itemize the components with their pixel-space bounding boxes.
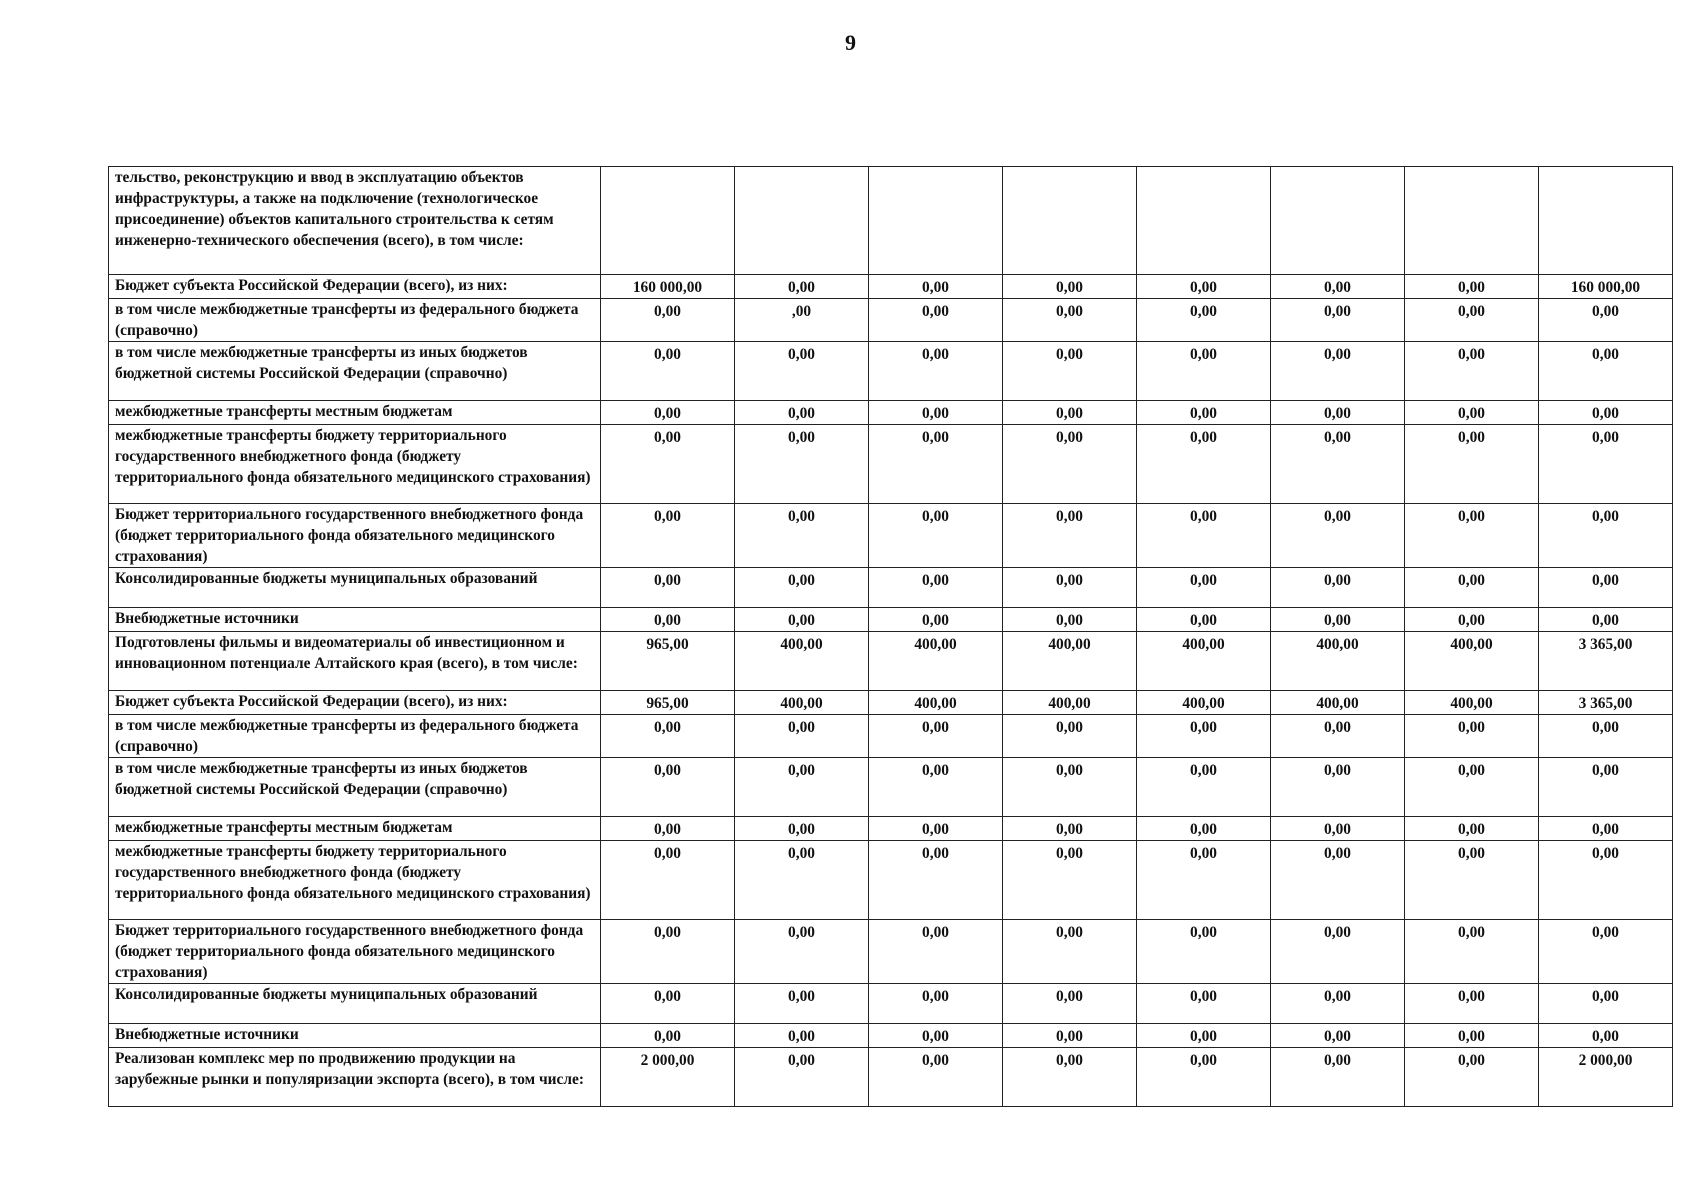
value-cell: 0,00 (1539, 401, 1673, 425)
value-cell: 0,00 (735, 1024, 869, 1048)
row-label: Внебюджетные источники (109, 608, 601, 632)
value-cell: 0,00 (601, 817, 735, 841)
row-label: Консолидированные бюджеты муниципальных образований (109, 568, 601, 608)
row-label: в том числе межбюджетные трансферты из федерального бюджета (справочно) (109, 715, 601, 758)
table-row (109, 841, 1673, 920)
value-cell: 160 000,00 (601, 275, 735, 299)
value-cell: 400,00 (735, 691, 869, 715)
value-cell: 0,00 (1137, 425, 1271, 504)
value-cell: 160 000,00 (1539, 275, 1673, 299)
value-cell: 0,00 (869, 758, 1003, 817)
value-cell: 0,00 (1137, 1048, 1271, 1107)
table-row (109, 984, 1673, 1024)
value-cell: 400,00 (1271, 691, 1405, 715)
value-cell: 0,00 (735, 568, 869, 608)
value-cell: 0,00 (1539, 817, 1673, 841)
value-cell: 0,00 (1137, 275, 1271, 299)
table-row (109, 425, 1673, 504)
value-cell: 0,00 (1539, 299, 1673, 342)
table-row (109, 608, 1673, 632)
value-cell: 0,00 (601, 984, 735, 1024)
value-cell: 0,00 (869, 608, 1003, 632)
budget-table (108, 166, 1673, 1107)
value-cell: 0,00 (1137, 984, 1271, 1024)
table-row (109, 632, 1673, 691)
value-cell (1405, 167, 1539, 275)
value-cell: 0,00 (735, 920, 869, 984)
value-cell: 0,00 (601, 425, 735, 504)
value-cell: 0,00 (1003, 920, 1137, 984)
value-cell: 0,00 (1137, 817, 1271, 841)
value-cell: 0,00 (1003, 275, 1137, 299)
value-cell (735, 167, 869, 275)
value-cell: 0,00 (1003, 401, 1137, 425)
value-cell: 0,00 (1405, 299, 1539, 342)
value-cell: 0,00 (601, 299, 735, 342)
value-cell: 0,00 (1137, 342, 1271, 401)
value-cell: 0,00 (1137, 920, 1271, 984)
value-cell: 0,00 (1271, 758, 1405, 817)
value-cell: 0,00 (1539, 1024, 1673, 1048)
table-row (109, 920, 1673, 984)
value-cell: 0,00 (1271, 401, 1405, 425)
value-cell: 3 365,00 (1539, 632, 1673, 691)
value-cell: 0,00 (869, 425, 1003, 504)
value-cell: 0,00 (1003, 841, 1137, 920)
value-cell: 0,00 (735, 608, 869, 632)
value-cell: 2 000,00 (601, 1048, 735, 1107)
value-cell: 0,00 (1003, 608, 1137, 632)
value-cell: 0,00 (1271, 425, 1405, 504)
value-cell: 400,00 (1405, 632, 1539, 691)
value-cell: 0,00 (601, 401, 735, 425)
row-label: межбюджетные трансферты местным бюджетам (109, 401, 601, 425)
value-cell: 0,00 (1405, 568, 1539, 608)
row-label: в том числе межбюджетные трансферты из федерального бюджета (справочно) (109, 299, 601, 342)
value-cell: 0,00 (1405, 920, 1539, 984)
value-cell: 0,00 (1539, 568, 1673, 608)
row-label: Бюджет субъекта Российской Федерации (всего), из них: (109, 275, 601, 299)
value-cell: 0,00 (869, 401, 1003, 425)
value-cell: 400,00 (1003, 632, 1137, 691)
value-cell: 0,00 (601, 504, 735, 568)
row-label: межбюджетные трансферты местным бюджетам (109, 817, 601, 841)
value-cell: 0,00 (869, 715, 1003, 758)
value-cell: 0,00 (1271, 920, 1405, 984)
value-cell: 400,00 (869, 632, 1003, 691)
value-cell: 0,00 (601, 1024, 735, 1048)
value-cell: 0,00 (1405, 275, 1539, 299)
value-cell: 0,00 (1539, 920, 1673, 984)
value-cell: 0,00 (1137, 568, 1271, 608)
value-cell (1137, 167, 1271, 275)
value-cell: 0,00 (1405, 608, 1539, 632)
value-cell: 0,00 (1271, 1024, 1405, 1048)
value-cell: 0,00 (1137, 401, 1271, 425)
value-cell: 0,00 (735, 715, 869, 758)
row-label: в том числе межбюджетные трансферты из иных бюджетов бюджетной системы Российской Федерации (справочно) (109, 758, 601, 817)
value-cell: 0,00 (735, 758, 869, 817)
value-cell: 400,00 (869, 691, 1003, 715)
value-cell (1271, 167, 1405, 275)
value-cell: 0,00 (601, 715, 735, 758)
value-cell: 400,00 (1137, 691, 1271, 715)
value-cell: 0,00 (1539, 715, 1673, 758)
value-cell: 0,00 (1271, 984, 1405, 1024)
table-row (109, 299, 1673, 342)
table-row (109, 342, 1673, 401)
value-cell: 0,00 (601, 920, 735, 984)
value-cell: 0,00 (1003, 715, 1137, 758)
value-cell: 0,00 (1137, 608, 1271, 632)
value-cell: 0,00 (601, 608, 735, 632)
row-label: Консолидированные бюджеты муниципальных образований (109, 984, 601, 1024)
table-row (109, 275, 1673, 299)
value-cell (1003, 167, 1137, 275)
value-cell: 0,00 (601, 758, 735, 817)
value-cell (869, 167, 1003, 275)
value-cell: 0,00 (1003, 342, 1137, 401)
value-cell: 0,00 (1271, 275, 1405, 299)
value-cell: 965,00 (601, 632, 735, 691)
value-cell: 0,00 (1137, 758, 1271, 817)
value-cell: 0,00 (1539, 608, 1673, 632)
row-label: Бюджет территориального государственного внебюджетного фонда (бюджет территориального фонда обязательного медицинского страхования) (109, 920, 601, 984)
value-cell: 400,00 (735, 632, 869, 691)
value-cell: 0,00 (735, 342, 869, 401)
value-cell: 0,00 (1271, 299, 1405, 342)
value-cell: 0,00 (1405, 504, 1539, 568)
value-cell: 0,00 (735, 1048, 869, 1107)
table-row (109, 817, 1673, 841)
value-cell: 0,00 (1271, 504, 1405, 568)
row-label: межбюджетные трансферты бюджету территориального государственного внебюджетного фонда (бюджету территориального фонда обязательного медицинского страхования) (109, 425, 601, 504)
table-row (109, 1048, 1673, 1107)
value-cell: 0,00 (1539, 504, 1673, 568)
row-label: в том числе межбюджетные трансферты из иных бюджетов бюджетной системы Российской Федерации (справочно) (109, 342, 601, 401)
value-cell: 0,00 (735, 425, 869, 504)
value-cell: 0,00 (1271, 608, 1405, 632)
table-row (109, 1024, 1673, 1048)
value-cell: 0,00 (1137, 841, 1271, 920)
value-cell: 0,00 (1003, 758, 1137, 817)
value-cell: 0,00 (1405, 841, 1539, 920)
value-cell: ,00 (735, 299, 869, 342)
value-cell: 0,00 (735, 504, 869, 568)
value-cell: 0,00 (735, 275, 869, 299)
value-cell: 0,00 (735, 841, 869, 920)
table-row (109, 167, 1673, 275)
row-label: Бюджет территориального государственного внебюджетного фонда (бюджет территориального фонда обязательного медицинского страхования) (109, 504, 601, 568)
value-cell: 0,00 (1271, 1048, 1405, 1107)
row-label: Подготовлены фильмы и видеоматериалы об инвестиционном и инновационном потенциале Алтайского края (всего), в том числе: (109, 632, 601, 691)
value-cell: 0,00 (1539, 342, 1673, 401)
page-number: 9 (845, 30, 856, 55)
value-cell: 0,00 (869, 568, 1003, 608)
value-cell: 0,00 (869, 920, 1003, 984)
table-row (109, 758, 1673, 817)
value-cell: 0,00 (1137, 715, 1271, 758)
table-row (109, 715, 1673, 758)
value-cell: 400,00 (1271, 632, 1405, 691)
row-label: Внебюджетные источники (109, 1024, 601, 1048)
value-cell: 0,00 (1405, 758, 1539, 817)
value-cell: 0,00 (1003, 984, 1137, 1024)
value-cell: 0,00 (735, 984, 869, 1024)
value-cell: 3 365,00 (1539, 691, 1673, 715)
value-cell: 0,00 (1137, 504, 1271, 568)
value-cell: 0,00 (1003, 299, 1137, 342)
value-cell: 0,00 (1539, 758, 1673, 817)
value-cell: 400,00 (1405, 691, 1539, 715)
value-cell: 0,00 (601, 342, 735, 401)
table-row (109, 568, 1673, 608)
value-cell: 0,00 (601, 841, 735, 920)
table-row (109, 401, 1673, 425)
value-cell: 965,00 (601, 691, 735, 715)
value-cell: 0,00 (1003, 1048, 1137, 1107)
value-cell: 0,00 (1539, 984, 1673, 1024)
value-cell: 0,00 (601, 568, 735, 608)
value-cell: 0,00 (1137, 1024, 1271, 1048)
value-cell: 0,00 (1137, 299, 1271, 342)
value-cell (1539, 167, 1673, 275)
value-cell: 0,00 (735, 817, 869, 841)
value-cell: 0,00 (735, 401, 869, 425)
value-cell: 400,00 (1003, 691, 1137, 715)
value-cell: 0,00 (1271, 841, 1405, 920)
value-cell: 0,00 (1405, 342, 1539, 401)
value-cell: 0,00 (1539, 425, 1673, 504)
value-cell: 0,00 (1003, 425, 1137, 504)
value-cell: 0,00 (869, 817, 1003, 841)
value-cell: 0,00 (1271, 568, 1405, 608)
value-cell: 400,00 (1137, 632, 1271, 691)
value-cell: 0,00 (1539, 841, 1673, 920)
value-cell: 0,00 (1271, 817, 1405, 841)
value-cell: 0,00 (1405, 817, 1539, 841)
row-label: межбюджетные трансферты бюджету территориального государственного внебюджетного фонда (бюджету территориального фонда обязательного медицинского страхования) (109, 841, 601, 920)
value-cell: 0,00 (1405, 425, 1539, 504)
value-cell: 0,00 (1405, 401, 1539, 425)
row-label: Бюджет субъекта Российской Федерации (всего), из них: (109, 691, 601, 715)
value-cell: 0,00 (1271, 715, 1405, 758)
row-label: Реализован комплекс мер по продвижению продукции на зарубежные рынки и популяризации экспорта (всего), в том числе: (109, 1048, 601, 1107)
value-cell: 0,00 (1003, 1024, 1137, 1048)
value-cell: 0,00 (869, 1024, 1003, 1048)
value-cell: 0,00 (1003, 568, 1137, 608)
value-cell: 0,00 (1405, 1048, 1539, 1107)
value-cell: 2 000,00 (1539, 1048, 1673, 1107)
value-cell: 0,00 (1405, 984, 1539, 1024)
value-cell: 0,00 (869, 504, 1003, 568)
value-cell: 0,00 (869, 342, 1003, 401)
value-cell: 0,00 (869, 841, 1003, 920)
value-cell (601, 167, 735, 275)
table-row (109, 691, 1673, 715)
value-cell: 0,00 (1003, 504, 1137, 568)
value-cell: 0,00 (1271, 342, 1405, 401)
value-cell: 0,00 (869, 275, 1003, 299)
value-cell: 0,00 (1405, 1024, 1539, 1048)
value-cell: 0,00 (1003, 817, 1137, 841)
table-row (109, 504, 1673, 568)
value-cell: 0,00 (869, 1048, 1003, 1107)
value-cell: 0,00 (869, 984, 1003, 1024)
value-cell: 0,00 (869, 299, 1003, 342)
row-label: тельство, реконструкцию и ввод в эксплуатацию объектов инфраструктуры, а также на подключение (технологическое присоединение) объектов капитального строительства к сетям инженерно-технического обеспечения (всего), в том числе: (109, 167, 601, 275)
value-cell: 0,00 (1405, 715, 1539, 758)
